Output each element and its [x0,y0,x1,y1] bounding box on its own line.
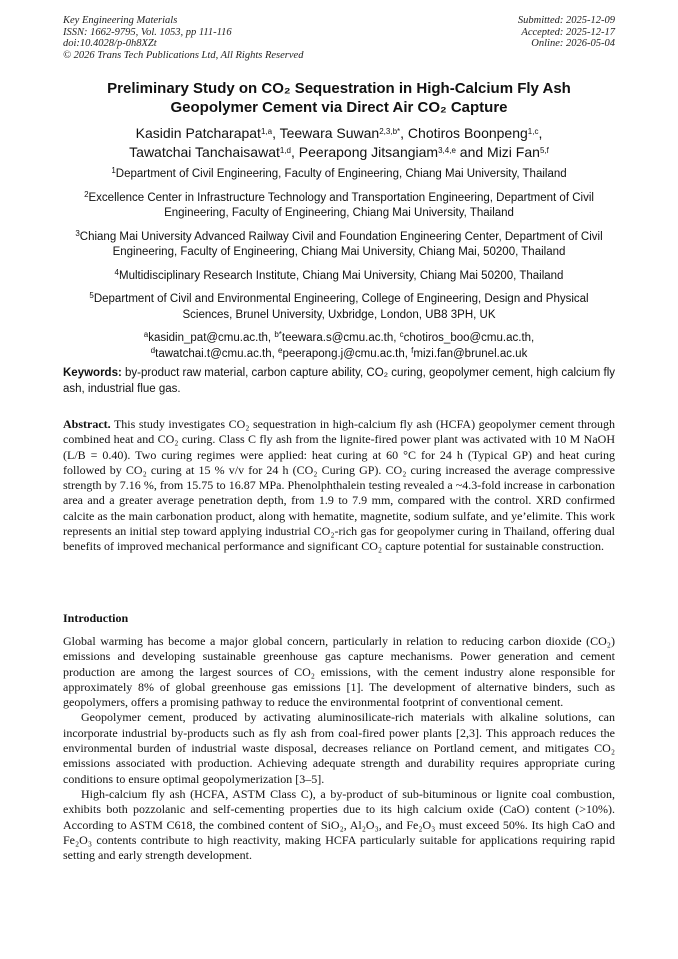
affiliation-3 [63,230,615,261]
email-superscript: a [143,330,149,339]
author-separator: , [291,143,299,160]
introduction-paragraph: Global warming has become a major global concern, particularly in relation to reducing carbon dioxide (CO₂) emissions and developing sustainable greenhouse gas capture mechanisms. Power generation and cement production are among the largest sources of CO₂ emissions, with the cement industry alone responsible for approximately 8% of global greenhouse gas emissions [1]. The development of alternative binders, such as geopolymers, offers a promising pathway to reduce the environmental footprint of conventional cement. [63,634,615,710]
author-name: Teewara Suwan [279,125,380,141]
email-link[interactable]: teewara.s@cmu.ac.th [281,332,394,344]
affiliation-number: 5 [89,291,94,300]
author-separator: , [272,125,280,141]
author-name: Kasidin Patcharapat [135,125,261,141]
title-line-2: Geopolymer Cement via Direct Air CO₂ Capture [170,98,508,116]
affiliation-2 [63,191,615,222]
email-list: $^a$kasidin_pat@cmu.ac.th, $^{b*}$teewara.s@cmu.ac.th, $^c$chotiros_boo@cmu.ac.th, $^d$tawatchai.t@cmu.ac.th, $^e$peerapong.j@cmu.ac.th, $^f$mizi.fan@brunel.ac.uk [143,330,535,360]
abstract-label: Abstract. [63,417,111,431]
email-superscript: d [150,345,156,355]
introduction-paragraph: High-calcium fly ash (HCFA, ASTM Class C), a by-product of sub-bituminous or lignite coal combustion, exhibits both pozzolanic and self-cementing properties due to its high calcium oxide (CaO) content (>10%). According to ASTM C618, the combined content of SiO₂, Al₂O₃, and Fe₂O₃ must exceed 50%. Its high CaO and Fe₂O₃ contents contribute to high reactivity, making HCFA particularly suitable for applications requiring rapid setting and early strength development. [63,786,615,863]
author-name: Chotiros Boonpeng [407,125,528,141]
journal-header-left [63,15,303,61]
journal-header-right [518,15,615,50]
affiliation-text: Department of Civil Engineering, Faculty of Engineering, Chiang Mai University, Thailand [115,168,567,180]
affiliation-number: 2 [84,189,89,199]
email-link[interactable]: kasidin_pat@cmu.ac.th [148,332,268,344]
submitted-date: Submitted: 2025-12-09 [517,15,615,26]
email-superscript: c [399,330,404,339]
author-name: Tawatchai Tanchaisawat [129,143,280,160]
email-link[interactable]: chotiros_boo@cmu.ac.th [403,332,532,344]
author-superscript: 1,d [279,145,291,155]
email-link[interactable]: tawatchai.t@cmu.ac.th [155,347,272,360]
online-date: Online: 2026-05-04 [531,38,615,49]
email-superscript: b* [274,330,282,339]
affiliation-text: Department of Civil and Environmental Engineering, College of Engineering, Design and Physical Sciences, Brunel University, Uxbridge, London, UB8 3PH, UK [93,293,589,321]
affiliation-text: Chiang Mai University Advanced Railway Civil and Foundation Engineering Center, Department of Civil Engineering, Faculty of Engineering, Chiang Mai University, Chiang Mai, 50200, Thailand [79,230,603,258]
affiliation-number: 3 [75,228,80,238]
author-name: Mizi Fan [487,143,540,160]
author-list [63,124,615,161]
affiliation-number: 1 [111,166,116,175]
keywords [63,366,615,397]
email-link[interactable]: mizi.fan@brunel.ac.uk [413,347,528,360]
copyright-line: © 2026 Trans Tech Publications Ltd, All Rights Reserved [63,49,304,61]
author-separator: , [538,125,543,141]
doi-line: doi:10.4028/p-0h8XZt [63,38,157,49]
keywords-text: by-product raw material, carbon capture ability, CO₂ curing, geopolymer cement, high calcium fly ash, industrial flue gas. [63,367,616,395]
abstract-text: This study investigates CO₂ sequestration in high-calcium fly ash (HCFA) geopolymer cement through combined heat and CO₂ curing. Class C fly ash from the lignite-fired power plant was activated with 10 M NaOH (L/B = 0.40). Two curing regimes were applied: heat curing at 60 °C for 24 h (Typical GP) and heat curing followed by CO₂ curing at 15 % v/v for 24 h (CO₂ Curing GP). CO₂ curing increased the average compressive strength by 7.16 %, from 15.75 to 16.87 MPa. Phenolphthalein testing revealed a ~4.3-fold increase in carbonation area and a greater average penetration depth, from 1.9 to 7.9 mm, compared with the control. XRD confirmed calcite as the main carbonation product, along with hematite, magnetite, sodium sulfate, and ye’elimite. This work represents an initial step toward applying industrial CO₂-rich gas for geopolymer curing in Thailand, offering dual benefits of improved mechanical performance and significant CO₂ capture potential for sustainable construction. [63,417,615,554]
author-separator: , [400,125,408,141]
paper-title [63,80,615,117]
issn-line: ISSN: 1662-9795, Vol. 1053, pp 111-116 [63,26,232,38]
keywords-label: Keywords: [63,367,122,379]
email-link[interactable]: peerapong.j@cmu.ac.th [282,347,405,360]
author-superscript: 1,a [260,127,273,136]
author-name: Peerapong Jitsangiam [298,143,439,160]
author-superscript: 5,f [539,145,549,155]
author-separator: and [455,143,488,160]
introduction-heading: Introduction [63,611,129,625]
affiliation-text: Excellence Center in Infrastructure Technology and Transportation Engineering, Department of Civil Engineering, Faculty of Engineering, Chiang Mai University, Thailand [88,191,594,219]
title-line-1: Preliminary Study on CO₂ Sequestration in High-Calcium Fly Ash [107,80,571,97]
affiliations [63,167,615,362]
author-superscript: 3,4,e [438,145,456,155]
affiliation-1 [63,167,615,183]
author-superscript: 2,3,b* [379,127,401,136]
affiliation-text: Multidisciplinary Research Institute, Chiang Mai University, Chiang Mai 50200, Thailand [119,269,564,282]
email-superscript: f [411,345,414,355]
accepted-date: Accepted: 2025-12-17 [521,26,615,38]
affiliation-number: 4 [114,267,119,277]
author-superscript: 1,c [527,127,539,136]
journal-name: Key Engineering Materials [63,15,178,26]
affiliation-5 [63,292,615,323]
introduction-paragraph: Geopolymer cement, produced by activating aluminosilicate-rich materials with alkaline solutions, can incorporate industrial by-products such as fly ash from coal-fired power plants [2,3]. This approach reduces the environmental burden of industrial waste disposal, decreases reliance on Portland cement, and mitigates CO₂ emissions associated with production. Achieving adequate strength and durability requires appropriate curing conditions to ensure optimal geopolymerization [3–5]. [63,710,615,786]
affiliation-4 [63,269,615,285]
introduction-body [63,634,615,863]
email-superscript: e [278,345,283,355]
abstract [63,417,615,555]
